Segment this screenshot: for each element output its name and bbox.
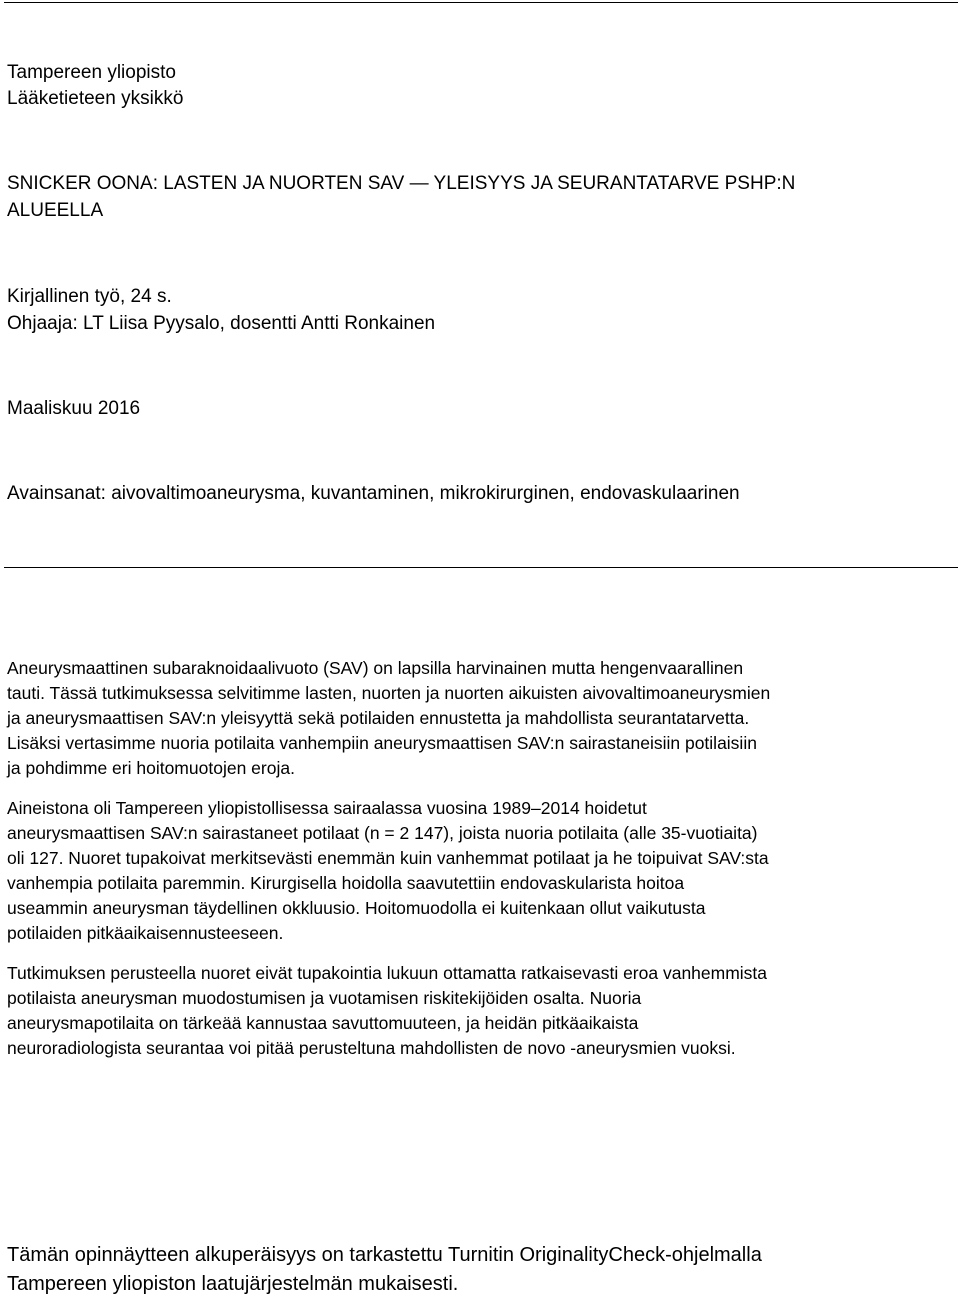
abstract-paragraph-1	[7, 656, 957, 781]
abstract-line: aneurysmaattisen SAV:n sairastaneet potilaat (n = 2 147), joista nuoria potilaita (alle 35-vuotiaita)	[7, 823, 758, 843]
supervisors: Ohjaaja: LT Liisa Pyysalo, dosentti Antti Ronkainen	[7, 313, 436, 334]
work-type: Kirjallinen työ, 24 s.	[7, 286, 172, 307]
abstract-line: vanhempia potilaita paremmin. Kirurgisella hoidolla saavutettiin endovaskularista hoitoa	[7, 873, 685, 893]
abstract-line: tauti. Tässä tutkimuksessa selvitimme lasten, nuorten ja nuorten aikuisten aivovaltimoaneurysmien	[7, 683, 771, 703]
thesis-title-line-2: ALUEELLA	[7, 200, 104, 221]
abstract-line: potilaiden pitkäaikaisennusteeseen.	[7, 923, 284, 943]
abstract-line: neuroradiologista seurantaa voi pitää perusteltuna mahdollisten de novo -aneurysmien vuoksi.	[7, 1038, 736, 1058]
university-name: Tampereen yliopisto	[7, 62, 176, 83]
abstract-line: ja aneurysmaattisen SAV:n yleisyyttä sekä potilaiden ennustetta ja mahdollista seurantatarvetta.	[7, 708, 750, 728]
top-divider	[4, 2, 958, 3]
abstract-line: potilaista aneurysman muodostumisen ja vuotamisen riskitekijöiden osalta. Nuoria	[7, 988, 642, 1008]
date: Maaliskuu 2016	[7, 398, 141, 419]
abstract-line: aneurysmapotilaita on tärkeää kannustaa savuttomuuteen, ja heidän pitkäaikaista	[7, 1013, 639, 1033]
abstract-line: Aneurysmaattinen subaraknoidaalivuoto (SAV) on lapsilla harvinainen mutta hengenvaarallinen	[7, 658, 744, 678]
thesis-title-line-1: SNICKER OONA: LASTEN JA NUORTEN SAV — YLEISYYS JA SEURANTATARVE PSHP:N	[7, 173, 796, 194]
section-divider	[4, 567, 958, 568]
abstract-line: Tutkimuksen perusteella nuoret eivät tupakointia lukuun ottamatta ratkaisevasti eroa vanhemmista	[7, 963, 768, 983]
abstract-line: Aineistona oli Tampereen yliopistollisessa sairaalassa vuosina 1989–2014 hoidetut	[7, 798, 647, 818]
keywords: Avainsanat: aivovaltimoaneurysma, kuvantaminen, mikrokirurginen, endovaskulaarinen	[7, 483, 740, 504]
abstract-line: useammin aneurysman täydellinen okkluusio. Hoitomuodolla ei kuitenkaan ollut vaikutusta	[7, 898, 706, 918]
abstract-line: ja pohdimme eri hoitomuotojen eroja.	[7, 758, 295, 778]
abstract-line: oli 127. Nuoret tupakoivat merkitsevästi enemmän kuin vanhemmat potilaat ja he toipuivat SAV:sta	[7, 848, 769, 868]
originality-line-2: Tampereen yliopiston laatujärjestelmän mukaisesti.	[7, 1273, 459, 1295]
abstract-paragraph-2	[7, 796, 957, 946]
originality-statement	[7, 1241, 762, 1299]
abstract-paragraph-3	[7, 961, 957, 1061]
abstract-line: Lisäksi vertasimme nuoria potilaita vanhempiin aneurysmaattisen SAV:n sairastaneisiin potilaisiin	[7, 733, 757, 753]
unit-name: Lääketieteen yksikkö	[7, 88, 184, 109]
originality-line-1: Tämän opinnäytteen alkuperäisyys on tarkastettu Turnitin OriginalityCheck-ohjelmalla	[7, 1244, 762, 1266]
